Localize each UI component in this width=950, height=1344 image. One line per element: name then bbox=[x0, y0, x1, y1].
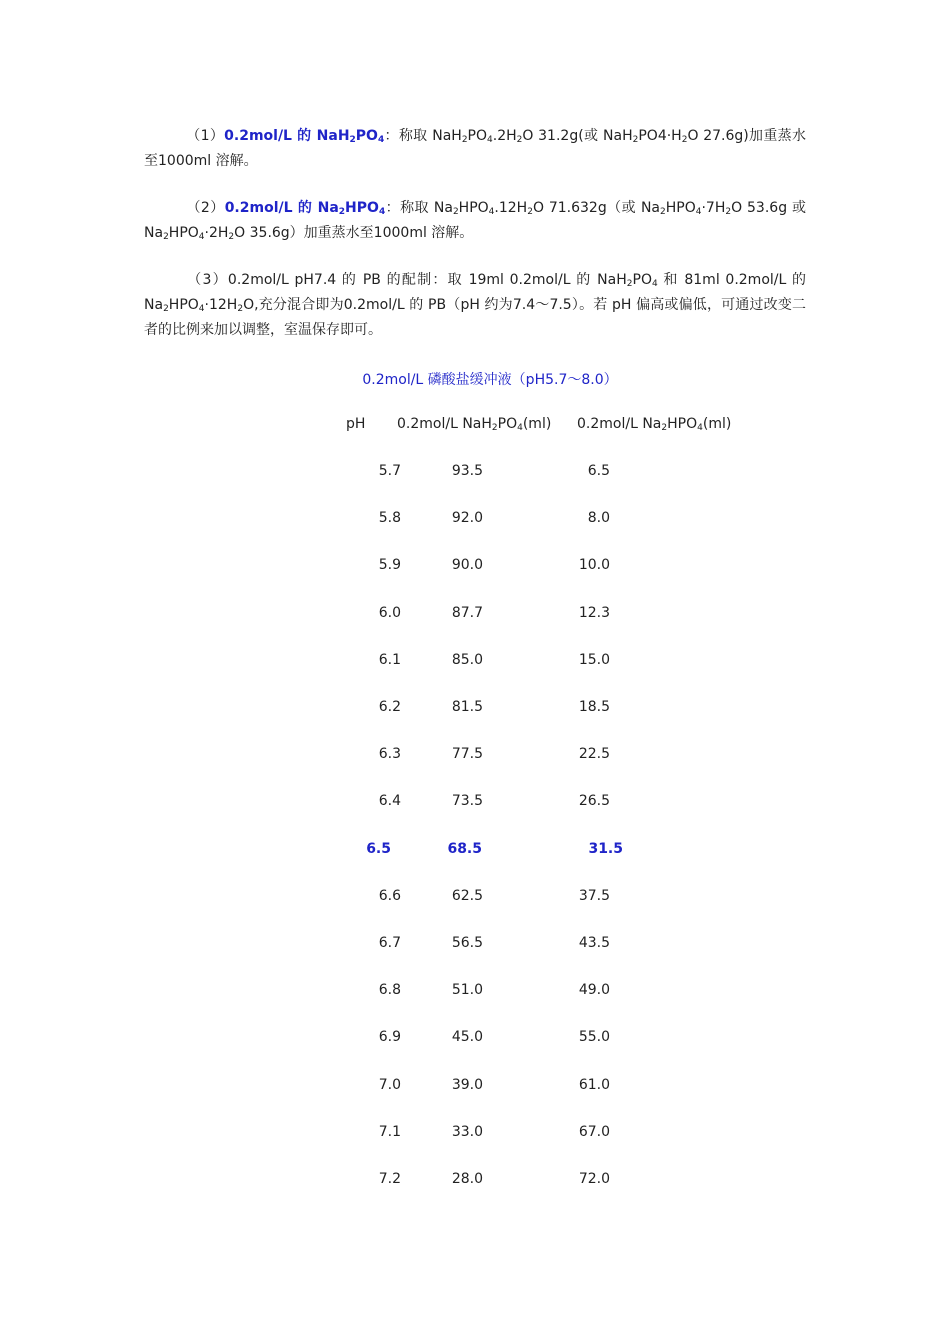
cell-nah2po4: 39.0 bbox=[451, 1077, 483, 1093]
cell-nah2po4: 45.0 bbox=[451, 1029, 483, 1045]
cell-nah2po4: 87.7 bbox=[451, 605, 483, 621]
paragraph-na2hpo4: （2）0.2mol/L 的 $Na_2HPO_4$：称取 $Na_2HPO_4.12H_2O$ 71.632g（或 $Na_2HPO_4\cdot 7H_2O$ 53.6g 或 $Na_2HPO_4\cdot 2H_2O$ 35.6g）加重蒸水至1000ml 溶解。 bbox=[144, 200, 806, 242]
cell-ph: 7.1 bbox=[378, 1124, 401, 1140]
cell-na2hpo4: 15.0 bbox=[578, 652, 610, 668]
cell-ph: 6.5 bbox=[366, 841, 391, 857]
cell-nah2po4: 68.5 bbox=[447, 841, 482, 857]
column-header-ph: pH bbox=[346, 416, 366, 432]
cell-na2hpo4: 12.3 bbox=[578, 605, 610, 621]
cell-ph: 7.2 bbox=[378, 1171, 401, 1187]
highlight-title: 0.2mol/L 的 $NaH_2PO_4$ bbox=[224, 128, 385, 145]
cell-na2hpo4: 6.5 bbox=[587, 463, 610, 479]
cell-na2hpo4: 18.5 bbox=[578, 699, 610, 715]
cell-na2hpo4: 72.0 bbox=[578, 1171, 610, 1187]
cell-ph: 6.7 bbox=[378, 935, 401, 951]
cell-na2hpo4: 55.0 bbox=[578, 1029, 610, 1045]
cell-nah2po4: 51.0 bbox=[451, 982, 483, 998]
column-header-nah2po4: 0.2mol/L $NaH_2PO_4(ml)$ bbox=[397, 416, 552, 433]
column-header-na2hpo4: 0.2mol/L $Na_2HPO_4(ml)$ bbox=[577, 416, 732, 433]
cell-nah2po4: 93.5 bbox=[451, 463, 483, 479]
cell-nah2po4: 81.5 bbox=[451, 699, 483, 715]
cell-na2hpo4: 8.0 bbox=[587, 510, 610, 526]
cell-nah2po4: 92.0 bbox=[451, 510, 483, 526]
cell-ph: 6.9 bbox=[378, 1029, 401, 1045]
cell-nah2po4: 73.5 bbox=[451, 793, 483, 809]
cell-nah2po4: 28.0 bbox=[451, 1171, 483, 1187]
cell-ph: 5.9 bbox=[378, 557, 401, 573]
cell-na2hpo4: 43.5 bbox=[578, 935, 610, 951]
cell-ph: 6.3 bbox=[378, 746, 401, 762]
paragraph-nah2po4: （1）0.2mol/L 的 $NaH_2PO_4$：称取 $NaH_2PO_4.2H_2O$ 31.2g(或 $NaH_2PO4\cdot H_2O$ 27.6g)加重蒸水至1000ml 溶解。 bbox=[144, 128, 806, 169]
cell-na2hpo4: 67.0 bbox=[578, 1124, 610, 1140]
cell-na2hpo4: 22.5 bbox=[578, 746, 610, 762]
cell-na2hpo4: 31.5 bbox=[588, 841, 623, 857]
cell-ph: 6.2 bbox=[378, 699, 401, 715]
cell-ph: 6.0 bbox=[378, 605, 401, 621]
cell-ph: 6.8 bbox=[378, 982, 401, 998]
cell-ph: 7.0 bbox=[378, 1077, 401, 1093]
cell-nah2po4: 90.0 bbox=[451, 557, 483, 573]
cell-nah2po4: 62.5 bbox=[451, 888, 483, 904]
cell-ph: 5.8 bbox=[378, 510, 401, 526]
cell-na2hpo4: 37.5 bbox=[578, 888, 610, 904]
paragraph-pb-prep: （3）0.2mol/L pH7.4 的 PB 的配制：取 19ml 0.2mol/L 的 $NaH_2PO_4$ 和 81ml 0.2mol/L 的 $Na_2HPO_4\cdot 12H_2O$,充分混合即为0.2mol/L 的 PB（pH 约为7.4～7.5）。若 pH 偏高或偏低，可通过改变二者的比例来加以调整，室温保存即可。 bbox=[144, 272, 806, 338]
cell-ph: 5.7 bbox=[378, 463, 401, 479]
cell-ph: 6.6 bbox=[378, 888, 401, 904]
cell-nah2po4: 33.0 bbox=[451, 1124, 483, 1140]
cell-nah2po4: 56.5 bbox=[451, 935, 483, 951]
cell-na2hpo4: 10.0 bbox=[578, 557, 610, 573]
highlight-title: 0.2mol/L 的 $Na_2HPO_4$ bbox=[224, 200, 386, 217]
cell-ph: 6.4 bbox=[378, 793, 401, 809]
cell-na2hpo4: 61.0 bbox=[578, 1077, 610, 1093]
cell-ph: 6.1 bbox=[378, 652, 401, 668]
cell-nah2po4: 85.0 bbox=[451, 652, 483, 668]
cell-nah2po4: 77.5 bbox=[451, 746, 483, 762]
table-caption: 0.2mol/L 磷酸盐缓冲液（pH5.7～8.0） bbox=[362, 372, 618, 388]
cell-na2hpo4: 26.5 bbox=[578, 793, 610, 809]
cell-na2hpo4: 49.0 bbox=[578, 982, 610, 998]
